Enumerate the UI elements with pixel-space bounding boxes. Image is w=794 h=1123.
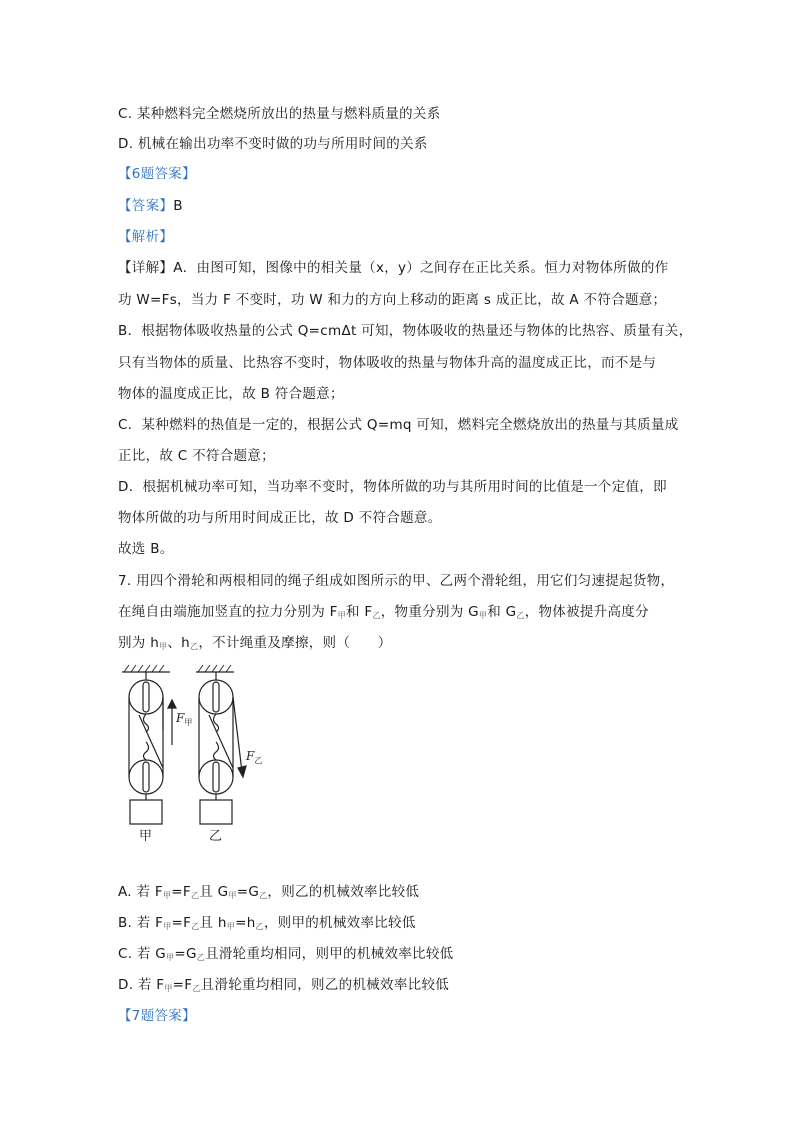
fixed-pulley-axle-yi (213, 682, 219, 712)
text: =F (171, 915, 192, 931)
answer-tag: 【答案】 (118, 198, 174, 214)
text: 且滑轮重均相同，则乙的机械效率比较低 (200, 977, 450, 993)
text: 、h (167, 635, 191, 651)
explanation-line: 物体所做的功与所用时间成正比，故 D 不符合题意。 (118, 510, 442, 526)
answer-heading-q6: 【6题答案】 (118, 166, 196, 182)
text: 在绳自由端施加竖直的拉力分别为 F (118, 604, 338, 620)
subscript: 甲 (162, 891, 172, 900)
explanation-tag: 【详解】 (118, 260, 174, 276)
force-subscript: 甲 (184, 718, 193, 727)
text: =h (235, 915, 256, 931)
label-yi: 乙 (209, 829, 223, 844)
text: ，物重分别为 G (380, 604, 479, 620)
option-d-q6: D. 机械在输出功率不变时做的功与所用时间的关系 (118, 136, 428, 152)
explanation-line: C．某种燃料的热值是一定的，根据公式 Q=mq 可知，燃料完全燃烧放出的热量与其质量成 (118, 417, 679, 433)
text: 和 F (345, 604, 373, 620)
subscript: 甲 (163, 922, 172, 931)
force-label-yi (245, 749, 262, 765)
text: 别为 h (118, 635, 160, 651)
explanation-line: 物体的温度成正比，故 B 符合题意； (118, 386, 344, 402)
explanation-text: A．由图可知，图像中的相关量（x，y）之间存在正比关系。恒力对物体所做的作 (173, 260, 669, 276)
text: ，则乙的机械效率比较低 (267, 884, 420, 900)
text: =F (172, 977, 193, 993)
option-d (118, 975, 449, 999)
text: A. 若 F (118, 884, 163, 900)
explanation-line (118, 258, 669, 278)
explanation-line: 功 W=Fs，当力 F 不变时，功 W 和力的方向上移动的距离 s 成正比，故 A 不符合题意； (118, 292, 667, 308)
subscript: 乙 (516, 611, 525, 620)
subscript: 甲 (337, 611, 346, 620)
fixed-pulley-axle-jia (143, 682, 149, 712)
force-letter: F (246, 749, 255, 763)
subscript: 乙 (192, 984, 201, 993)
force-label-jia (175, 711, 192, 727)
explanation-line: 只有当物体的质量、比热容不变时，物体吸收的热量与物体升高的温度成正比，而不是与 (118, 355, 657, 371)
answer-line-q6 (118, 196, 183, 216)
question-7-stem: 7. 用四个滑轮和两根相同的绳子组成如图所示的甲、乙两个滑轮组，用它们匀速提起货物， (118, 573, 675, 589)
text: B. 若 F (118, 915, 164, 931)
question-7-stem (118, 602, 649, 626)
subscript: 乙 (255, 922, 264, 931)
text: ，则甲的机械效率比较低 (263, 915, 416, 931)
arrow-head-jia (168, 700, 176, 708)
subscript: 乙 (190, 642, 199, 651)
hook-yi-lower (214, 742, 219, 760)
text: 和 G (487, 604, 517, 620)
answer-value: B (173, 198, 183, 214)
text: ，不计绳重及摩擦，则（ ） (198, 635, 392, 651)
ceiling-hatch-yi (198, 665, 231, 672)
ceiling-hatch-jia (124, 665, 164, 672)
option-c (118, 944, 453, 968)
conclusion-line: 故选 B。 (118, 541, 174, 557)
subscript: 乙 (259, 891, 268, 900)
force-arrow-yi (233, 697, 242, 772)
option-a (118, 882, 419, 906)
question-7-stem (118, 633, 392, 657)
subscript: 乙 (196, 953, 206, 962)
subscript: 乙 (372, 611, 381, 620)
subscript: 甲 (166, 953, 175, 962)
load-jia (130, 800, 162, 824)
option-c-q6: C. 某种燃料完全燃烧所放出的热量与燃料质量的关系 (118, 106, 441, 122)
hook-jia-lower (144, 742, 149, 760)
text: ，物体被提升高度分 (524, 604, 649, 620)
text: =F (171, 884, 191, 900)
force-letter: F (176, 711, 185, 725)
subscript: 甲 (159, 642, 168, 651)
subscript: 甲 (164, 984, 173, 993)
answer-heading-q7: 【7题答案】 (118, 1008, 196, 1024)
subscript: 甲 (228, 891, 237, 900)
text: C. 若 G (118, 946, 167, 962)
movable-pulley-axle-jia (143, 762, 149, 792)
subscript: 乙 (190, 891, 200, 900)
subscript: 甲 (478, 611, 488, 620)
explanation-line: 正比，故 C 不符合题意； (118, 448, 275, 464)
movable-pulley-axle-yi (213, 762, 219, 792)
load-yi (200, 800, 232, 824)
text: 且 h (199, 915, 227, 931)
text: =G (236, 884, 260, 900)
explanation-line: B．根据物体吸收热量的公式 Q=cmΔt 可知，物体吸收的热量还与物体的比热容、质量有关， (118, 323, 693, 339)
text: D. 若 F (118, 977, 165, 993)
explanation-line: D．根据机械功率可知，当功率不变时，物体所做的功与其所用时间的比值是一个定值，即 (118, 479, 667, 495)
text: =G (174, 946, 197, 962)
analysis-heading: 【解析】 (118, 229, 174, 245)
subscript: 甲 (226, 922, 236, 931)
text: 且 G (199, 884, 229, 900)
option-b (118, 913, 416, 937)
subscript: 乙 (191, 922, 200, 931)
force-subscript: 乙 (254, 756, 263, 765)
label-jia: 甲 (139, 829, 153, 844)
text: 且滑轮重均相同，则甲的机械效率比较低 (205, 946, 454, 962)
pulley-diagram (118, 660, 278, 845)
arrow-head-yi (238, 766, 246, 777)
